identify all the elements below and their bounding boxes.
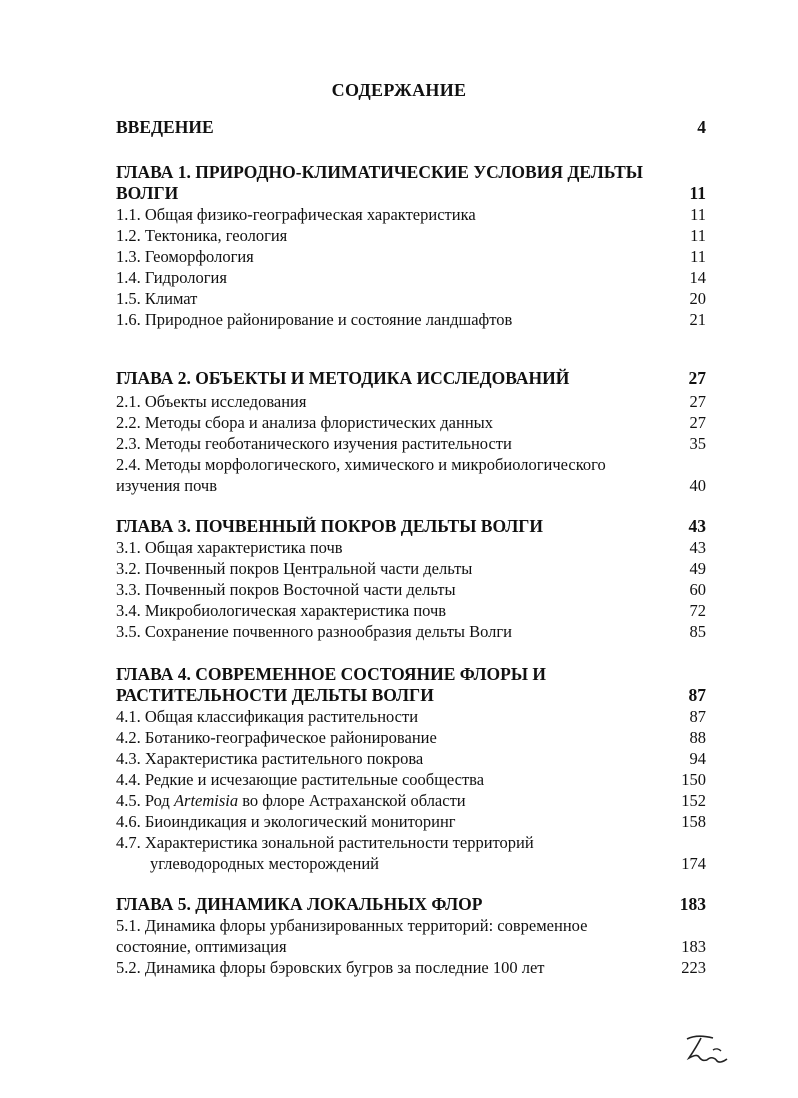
toc-item-text-a: 4.5. Род — [116, 791, 174, 810]
toc-item — [116, 412, 706, 433]
toc-item — [116, 727, 706, 748]
toc-item-artemisia — [116, 790, 706, 811]
toc-item-text: 5.1. Динамика флоры урбанизированных территорий: современное — [116, 916, 588, 935]
chapter-2-page: 27 — [688, 368, 706, 388]
toc-item-text: 3.2. Почвенный покров Центральной части дельты — [116, 559, 473, 578]
toc-item — [116, 537, 706, 558]
toc-item-text-c: во флоре Астраханской области — [238, 791, 466, 810]
toc-item — [116, 391, 706, 412]
toc-item — [116, 957, 706, 978]
chapter-5-page: 183 — [679, 894, 706, 914]
toc-item-text: 1.4. Гидрология — [116, 268, 227, 287]
chapter-4-title-line2: РАСТИТЕЛЬНОСТИ ДЕЛЬТЫ ВОЛГИ — [116, 685, 434, 705]
toc-item-text: 4.3. Характеристика растительного покрова — [116, 749, 424, 768]
toc-item-page: 94 — [689, 749, 706, 768]
toc-item-text: изучения почв — [116, 476, 217, 495]
toc-item-page: 20 — [689, 289, 706, 308]
chapter-5-title: ГЛАВА 5. ДИНАМИКА ЛОКАЛЬНЫХ ФЛОР — [116, 894, 483, 914]
chapter-1-title-line2: ВОЛГИ — [116, 183, 179, 203]
toc-item-text: состояние, оптимизация — [116, 937, 287, 956]
toc-item-text: 1.2. Тектоника, геология — [116, 226, 288, 245]
chapter-1-title-line1: ГЛАВА 1. ПРИРОДНО-КЛИМАТИЧЕСКИЕ УСЛОВИЯ ДЕЛЬТЫ — [116, 162, 643, 182]
toc-item-page: 158 — [681, 812, 706, 831]
toc-item-text: 1.5. Климат — [116, 289, 198, 308]
chapter-2-heading — [116, 368, 706, 389]
toc-item-text: 1.1. Общая физико-географическая характеристика — [116, 205, 476, 224]
toc-item — [116, 475, 706, 496]
toc-item-text: 2.3. Методы геоботанического изучения растительности — [116, 434, 512, 453]
toc-intro-page: 4 — [697, 117, 706, 137]
toc-item — [116, 579, 706, 600]
toc-item-page: 43 — [689, 538, 706, 557]
toc-item-text: 4.4. Редкие и исчезающие растительные сообщества — [116, 770, 485, 789]
chapter-4-heading-cont — [116, 685, 706, 706]
toc-item-text: 5.2. Динамика флоры бэровских бугров за последние 100 лет — [116, 958, 545, 977]
toc-item-page: 87 — [689, 707, 706, 726]
toc-item — [116, 706, 706, 727]
chapter-4-page: 87 — [688, 685, 706, 705]
toc-item — [116, 246, 706, 267]
toc-item-page: 35 — [689, 434, 706, 453]
toc-item — [116, 454, 706, 475]
toc-item-page: 49 — [689, 559, 706, 578]
toc-item-text: углеводородных месторождений — [150, 854, 379, 873]
toc-item-text: 4.2. Ботанико-географическое районирование — [116, 728, 437, 747]
signature-mark — [683, 1030, 731, 1070]
toc-item-page: 152 — [681, 791, 706, 810]
toc-item — [116, 748, 706, 769]
chapter-4-title-line1: ГЛАВА 4. СОВРЕМЕННОЕ СОСТОЯНИЕ ФЛОРЫ И — [116, 664, 547, 684]
toc-item-text: 1.6. Природное районирование и состояние ландшафтов — [116, 310, 513, 329]
page-title: СОДЕРЖАНИЕ — [331, 80, 467, 100]
toc-item — [116, 433, 706, 454]
toc-item — [116, 267, 706, 288]
toc-item — [116, 936, 706, 957]
toc-item — [116, 309, 706, 330]
toc-item-page: 88 — [689, 728, 706, 747]
chapter-1-heading — [116, 162, 706, 183]
toc-item-text — [116, 790, 466, 811]
toc-item — [116, 811, 706, 832]
toc-item-page: 223 — [681, 958, 706, 977]
toc-intro — [116, 117, 706, 138]
toc-item — [116, 621, 706, 642]
toc-item-text: 3.3. Почвенный покров Восточной части дельты — [116, 580, 456, 599]
toc-item — [116, 204, 706, 225]
toc-item-page: 72 — [689, 601, 706, 620]
toc-item-page: 11 — [690, 226, 706, 245]
toc-item — [116, 769, 706, 790]
toc-item-text: 2.4. Методы морфологического, химического и микробиологического — [116, 455, 606, 474]
genus-name: Artemisia — [173, 791, 239, 810]
toc-item-page: 85 — [689, 622, 706, 641]
toc-item — [116, 600, 706, 621]
chapter-3-heading — [116, 516, 706, 537]
toc-item-page: 150 — [681, 770, 706, 789]
toc-item-text: 3.5. Сохранение почвенного разнообразия дельты Волги — [116, 622, 513, 641]
toc-item-page: 11 — [690, 205, 706, 224]
toc-item-page: 11 — [690, 247, 706, 266]
toc-item-page: 60 — [689, 580, 706, 599]
toc-item-page: 40 — [689, 476, 706, 495]
toc-item — [116, 853, 706, 874]
toc-item — [116, 558, 706, 579]
toc-item-page: 27 — [689, 392, 706, 411]
toc-item-text: 3.4. Микробиологическая характеристика почв — [116, 601, 447, 620]
toc-item — [116, 288, 706, 309]
chapter-1-page: 11 — [689, 183, 706, 203]
toc-item-page: 27 — [689, 413, 706, 432]
toc-item-text: 4.7. Характеристика зональной растительности территорий — [116, 833, 534, 852]
toc-intro-text: ВВЕДЕНИЕ — [116, 117, 214, 137]
toc-item-page: 21 — [689, 310, 706, 329]
chapter-3-page: 43 — [688, 516, 706, 536]
toc-item — [116, 832, 706, 853]
toc-item-text: 4.1. Общая классификация растительности — [116, 707, 419, 726]
chapter-1-heading-cont — [116, 183, 706, 204]
toc-item-text: 1.3. Геоморфология — [116, 247, 254, 266]
chapter-2-title: ГЛАВА 2. ОБЪЕКТЫ И МЕТОДИКА ИССЛЕДОВАНИЙ — [116, 368, 570, 388]
toc-item-page: 14 — [689, 268, 706, 287]
toc-item — [116, 225, 706, 246]
toc-item-page: 174 — [681, 854, 706, 873]
toc-item-text: 2.1. Объекты исследования — [116, 392, 307, 411]
toc-item-text: 2.2. Методы сбора и анализа флористических данных — [116, 413, 494, 432]
chapter-3-title: ГЛАВА 3. ПОЧВЕННЫЙ ПОКРОВ ДЕЛЬТЫ ВОЛГИ — [116, 516, 543, 536]
chapter-5-heading — [116, 894, 706, 915]
toc-item-page: 183 — [681, 937, 706, 956]
toc-item-text: 3.1. Общая характеристика почв — [116, 538, 343, 557]
toc-item — [116, 915, 706, 936]
chapter-4-heading — [116, 664, 706, 685]
toc-item-text: 4.6. Биоиндикация и экологический мониторинг — [116, 812, 456, 831]
